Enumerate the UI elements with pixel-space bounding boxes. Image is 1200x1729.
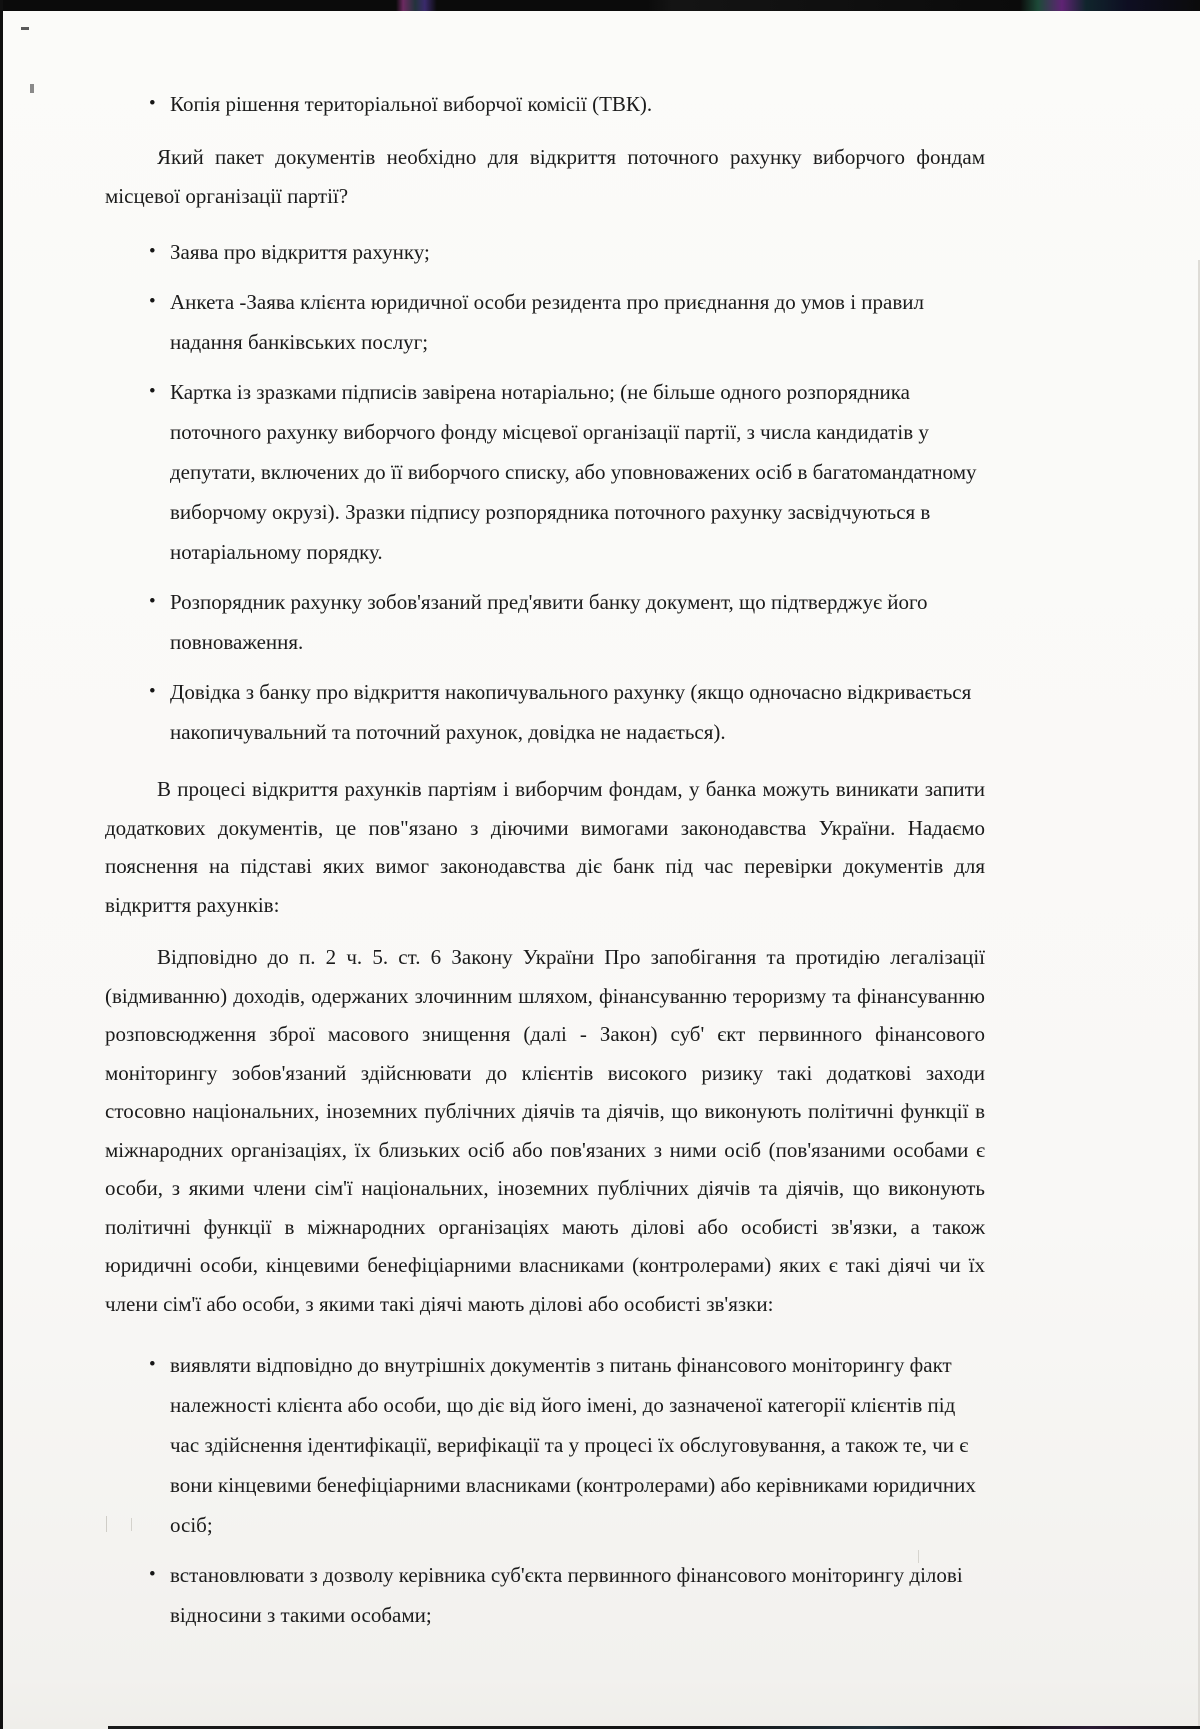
process-paragraph: В процесі відкриття рахунків партіям і виборчим фондам, у банка можуть виникати запити додаткових документів, це пов"язано з діючими вимогами законодавства України. Надаємо пояснення на підставі яких вимог законодавства діє банк під час перевірки документів для відкриття рахунків: [105, 777, 985, 917]
list-item [105, 582, 985, 662]
list-item-text: виявляти відповідно до внутрішніх документів з питань фінансового моніторингу факт належності клієнта або особи, що діє від його імені, до зазначеної категорії клієнтів під час здійснення ідентифікації, верифікації та у процесі їх обслуговування, а також те, чи є вони кінцевими бенефіціарними власниками (контролерами) або керівниками юридичних осіб; [170, 1353, 976, 1537]
list-item-text: Копія рішення територіальної виборчої комісії (ТВК). [170, 92, 653, 116]
list-item [105, 672, 985, 752]
list-item-text: Анкета -Заява клієнта юридичної особи резидента про приєднання до умов і правил надання банківських послуг; [170, 290, 924, 354]
list-item [105, 1555, 985, 1635]
list-item-text: встановлювати з дозволу керівника суб'єкта первинного фінансового моніторингу ділові відносини з такими особами; [170, 1563, 963, 1627]
monitoring-measures-list [105, 1345, 985, 1635]
list-item [105, 282, 985, 362]
list-item [105, 372, 985, 572]
list-item-text: Заява про відкриття рахунку; [170, 240, 430, 264]
law-paragraph: Відповідно до п. 2 ч. 5. ст. 6 Закону України Про запобігання та протидію легалізації (відмиванню) доходів, одержаних злочинним шляхом, фінансуванню тероризму та фінансуванню розповсюдження зброї масового знищення (далі - Закон) суб' єкт первинного фінансового моніторингу зобов'язаний здійснювати до клієнтів високого ризику такі додаткові заходи стосовно національних, іноземних публічних діячів та діячів, що виконують політичні функції в міжнародних організаціях, їх близьких осіб або пов'язаних з ними осіб (пов'язаними особами є особи, з якими члени сім'ї національних, іноземних публічних діячів та діячів, що виконують політичні функції в міжнародних організаціях мають ділові або особисті зв'язки, а також юридичні особи, кінцевими бенефіціарними власниками (контролерами) яких є такі діячі чи їх члени сім'ї або особи, з якими такі діячі мають ділові або особисті зв'язки: [105, 945, 985, 1316]
list-item [105, 232, 985, 272]
list-item-text: Картка із зразками підписів завірена нотаріально; (не більше одного розпорядника поточного рахунку виборчого фонду місцевої організації партії, з числа кандидатів у депутати, включених до її виборчого списку, або уповноважених осіб в багатомандатному виборчому окрузі). Зразки підпису розпорядника поточного рахунку засвідчуються в нотаріальному порядку. [170, 380, 977, 564]
list-item [105, 84, 985, 124]
question-paragraph: Який пакет документів необхідно для відкриття поточного рахунку виборчого фондам місцевої організації партії? [105, 145, 985, 208]
list-item-text: Розпорядник рахунку зобов'язаний пред'явити банку документ, що підтверджує його повноваження. [170, 590, 928, 654]
list-item-text: Довідка з банку про відкриття накопичувального рахунку (якщо одночасно відкривається накопичувальний та поточний рахунок, довідка не надається). [170, 680, 972, 744]
required-documents-list [105, 232, 985, 752]
tvk-copy-list [105, 84, 985, 124]
list-item [105, 1345, 985, 1545]
